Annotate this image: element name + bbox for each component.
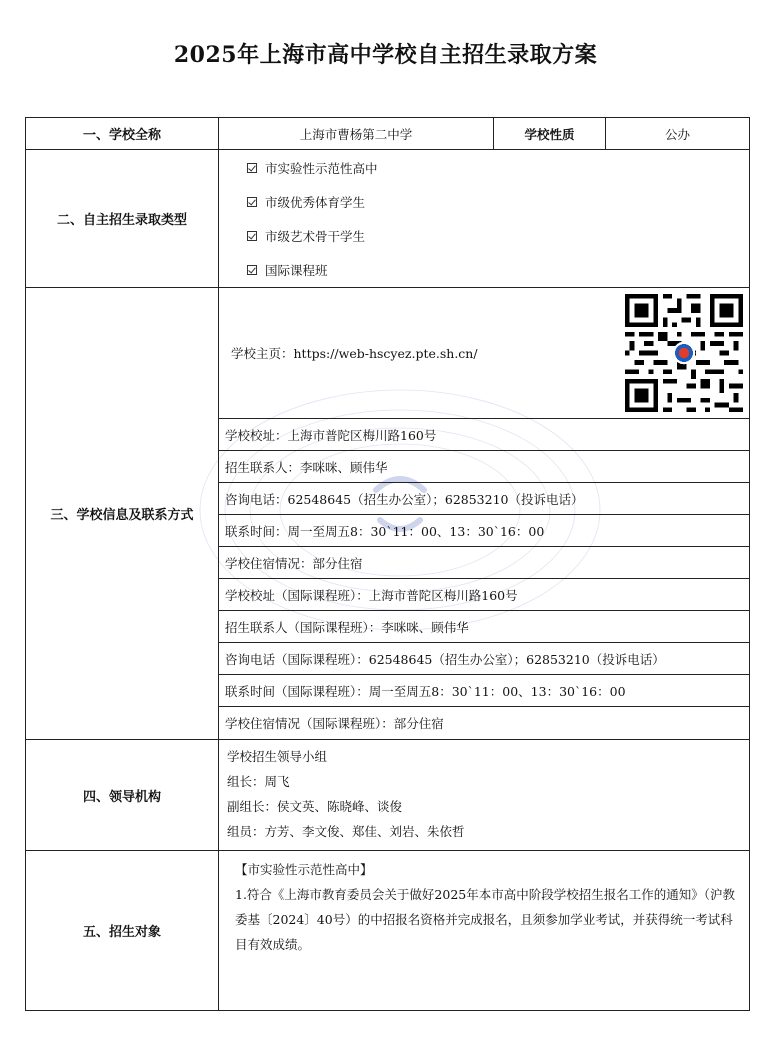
contact-info-row (26, 288, 750, 740)
qr-code-icon (625, 294, 743, 412)
checked-box-icon (247, 163, 257, 173)
checked-box-icon (247, 197, 257, 207)
leadership-label: 四、领导机构 (26, 740, 219, 851)
leadership-line: 组员：方芳、李文俊、郑佳、刘岩、朱依哲 (227, 824, 465, 839)
target-text: 1.符合《上海市教育委员会关于做好2025年本市高中阶段学校招生报名工作的通知》（沪教委基〔2024〕40号）的中招报名资格并完成报名，且须参加学业考试，并获得统一考试科目有效成绩。 (235, 887, 735, 952)
contact-info-item: 学校住宿情况：部分住宿 (219, 547, 749, 579)
admission-types-row (26, 150, 750, 288)
checked-box-icon (247, 265, 257, 275)
checked-box-icon (247, 231, 257, 241)
admission-types-label: 二、自主招生录取类型 (26, 150, 219, 288)
school-nature-value: 公办 (606, 118, 750, 150)
target-heading: 【市实验性示范性高中】 (235, 862, 373, 877)
page-title: 2025年上海市高中学校自主招生录取方案 (173, 42, 598, 68)
admission-type-label: 市实验性示范性高中 (265, 161, 378, 176)
admission-type-label: 国际课程班 (265, 263, 328, 278)
contact-info-item: 联系时间：周一至周五8：30`11：00、13：30`16：00 (219, 515, 749, 547)
school-nature-label: 学校性质 (494, 118, 606, 150)
admission-type-item (219, 151, 749, 185)
leadership-line: 副组长：侯文英、陈晓峰、谈俊 (227, 799, 403, 814)
homepage-link[interactable]: 学校主页：https://web-hscyez.pte.sh.cn/ (231, 346, 478, 361)
admission-type-item (219, 185, 749, 219)
school-name-row (26, 118, 750, 150)
admission-type-item (219, 219, 749, 253)
admission-type-item (219, 253, 749, 287)
leadership-line: 学校招生领导小组 (227, 749, 328, 764)
target-row (26, 851, 750, 1011)
contact-info-item: 学校住宿情况（国际课程班）：部分住宿 (225, 716, 444, 731)
contact-info-label: 三、学校信息及联系方式 (26, 288, 219, 740)
target-label: 五、招生对象 (26, 851, 219, 1011)
homepage-row (219, 288, 749, 419)
contact-info-item: 咨询电话：62548645（招生办公室）；62853210（投诉电话） (219, 483, 749, 515)
admission-type-label: 市级艺术骨干学生 (265, 229, 366, 244)
school-name-value: 上海市曹杨第二中学 (219, 118, 494, 150)
school-name-label: 一、学校全称 (26, 118, 219, 150)
leadership-row (26, 740, 750, 851)
contact-info-item: 学校校址（国际课程班）：上海市普陀区梅川路160号 (219, 579, 749, 611)
contact-info-item: 招生联系人：李咪咪、顾伟华 (219, 451, 749, 483)
leadership-line: 组长：周飞 (227, 774, 290, 789)
contact-info-item: 学校校址：上海市普陀区梅川路160号 (219, 419, 749, 451)
contact-info-item: 联系时间（国际课程班）：周一至周五8：30`11：00、13：30`16：00 (219, 675, 749, 707)
contact-info-item: 咨询电话（国际课程班）：62548645（招生办公室）；62853210（投诉电话） (219, 643, 749, 675)
admission-table (25, 117, 750, 1011)
contact-info-item: 招生联系人（国际课程班）：李咪咪、顾伟华 (219, 611, 749, 643)
admission-type-label: 市级优秀体育学生 (265, 195, 366, 210)
